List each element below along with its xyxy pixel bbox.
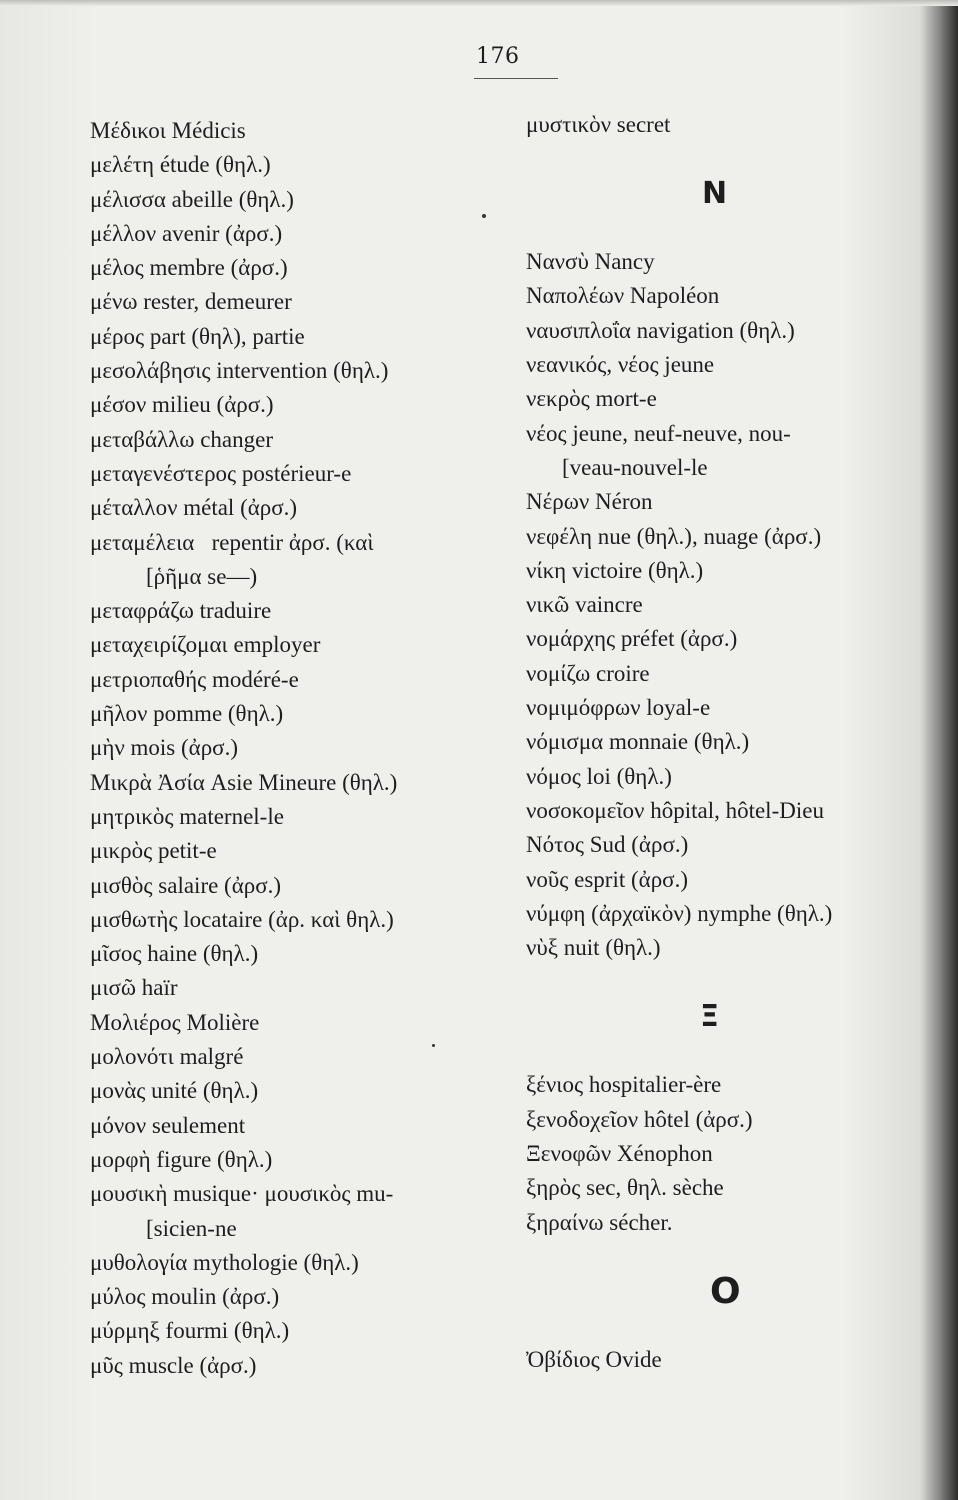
dictionary-entry: νόμος loi (θηλ.) [526,763,672,789]
dictionary-entry: μεταβάλλω changer [90,426,274,452]
dictionary-entry: μύρμηξ fourmi (θηλ.) [90,1318,290,1344]
dictionary-entry: μεταμέλεια repentir ἀρσ. (καὶ [90,529,374,555]
dictionary-entry: μετριοπαθής modéré-e [90,666,299,692]
dictionary-entry: νόμισμα monnaie (θηλ.) [526,729,750,755]
dictionary-entry: νοσοκομεῖον hôpital, hôtel-Dieu [526,797,824,823]
dictionary-entry: νεφέλη nue (θηλ.), nuage (ἀρσ.) [526,523,822,549]
section-letter-o: O [710,1270,741,1312]
dictionary-entry: ξηρὸς sec, θηλ. sèche [526,1175,724,1201]
dictionary-entry: Νότος Sud (ἀρσ.) [526,832,689,858]
dictionary-entry: μῖσος haine (θηλ.) [90,941,259,967]
dictionary-entry: Μολιέρος Molière [90,1009,260,1035]
dictionary-entry-continuation: [veau-nouvel-le [562,454,708,480]
dictionary-entry: μεταγενέστερος postérieur-e [90,460,352,486]
dictionary-entry: μισθὸς salaire (ἀρσ.) [90,872,282,898]
dictionary-entry: Ναπολέων Napoléon [526,283,720,309]
dictionary-entry: μορφὴ figure (θηλ.) [90,1146,273,1172]
dictionary-entry: μυστικὸν secret [526,112,671,137]
dictionary-entry: μὴν mois (ἀρσ.) [90,735,238,761]
dictionary-entry: μελέτη étude (θηλ.) [90,152,271,178]
dictionary-entry: Νανσὺ Nancy [526,249,655,275]
dictionary-entry: μένω rester, demeurer [90,289,292,315]
dictionary-entry: μέταλλον métal (ἀρσ.) [90,495,298,521]
ink-speck [432,1044,435,1047]
dictionary-entry: ναυσιπλοΐα navigation (θηλ.) [526,317,795,343]
dictionary-entry: μεταχειρίζομαι employer [90,632,321,658]
left-column [90,114,510,1383]
dictionary-entry: μέρος part (θηλ), partie [90,323,305,349]
dictionary-entry: μῆλον pomme (θηλ.) [90,701,284,727]
dictionary-entry: νομιμόφρων loyal-e [526,695,711,721]
dictionary-entry: μικρὸς petit-e [90,838,217,864]
dictionary-entry: νίκη victoire (θηλ.) [526,557,704,583]
dictionary-entry: μολονότι malgré [90,1044,244,1070]
dictionary-entry: Ξενοφῶν Xénophon [526,1140,713,1166]
section-letter-n: N [702,176,728,212]
dictionary-entry: Ὀβίδιος Ovide [526,1346,662,1372]
dictionary-entry: νικῶ vaincre [526,592,643,618]
dictionary-entry: νομάρχης préfet (ἀρσ.) [526,626,738,652]
dictionary-entry: μεταφράζω traduire [90,598,272,624]
dictionary-entry: μέσον milieu (ἀρσ.) [90,392,274,418]
dictionary-entry: νομίζω croire [526,660,650,686]
dictionary-entry: Νέρων Néron [526,489,653,515]
dictionary-entry: μέλος membre (ἀρσ.) [90,255,288,281]
dictionary-entry: μεσολάβησις intervention (θηλ.) [90,358,389,384]
dictionary-entry: νοῦς esprit (ἀρσ.) [526,866,688,892]
dictionary-entry: Μικρὰ Ἀσία Asie Mineure (θηλ.) [90,769,398,795]
dictionary-entry: μονὰς unité (θηλ.) [90,1078,259,1104]
dictionary-entry: μητρικὸς maternel-le [90,803,284,829]
dictionary-entry: νεκρὸς mort-e [526,386,657,412]
dictionary-entry: μέλισσα abeille (θηλ.) [90,186,294,212]
dictionary-entry: μέλλον avenir (ἀρσ.) [90,220,283,246]
dictionary-entry: ξένιος hospitalier-ère [526,1072,722,1098]
dictionary-entry: ξηραίνω sécher. [526,1209,673,1235]
page-number-rule [474,78,558,79]
dictionary-entry: μῦς muscle (ἀρσ.) [90,1352,257,1378]
dictionary-entry: νὺξ nuit (θηλ.) [526,935,661,961]
page-top-edge [0,0,958,6]
dictionary-entry: μύλος moulin (ἀρσ.) [90,1284,280,1310]
page-number: 176 [476,44,520,69]
dictionary-entry: νύμφη (ἀρχαϊκὸν) nymphe (θηλ.) [526,900,833,926]
dictionary-entry: μουσικὴ musique· μουσικὸς mu- [90,1181,394,1207]
dictionary-entry: μόνον seulement [90,1112,246,1138]
dictionary-entry: μισθωτὴς locataire (ἀρ. καὶ θηλ.) [90,906,394,932]
dictionary-entry-continuation: [ῥῆμα se—) [146,563,258,589]
dictionary-entry: νέος jeune, neuf-neuve, nou- [526,420,791,446]
dictionary-entry: μισῶ haïr [90,975,178,1001]
right-column [526,108,946,1377]
ink-speck [482,214,486,218]
dictionary-entry: νεανικός, νέος jeune [526,352,715,378]
dictionary-entry-continuation: [sicien-ne [146,1215,237,1241]
section-letter-xi: Ξ [700,999,719,1035]
dictionary-entry: μυθολογία mythologie (θηλ.) [90,1249,359,1275]
dictionary-entry: Μέδικοι Médicis [90,118,246,143]
dictionary-entry: ξενοδοχεῖον hôtel (ἀρσ.) [526,1106,753,1132]
